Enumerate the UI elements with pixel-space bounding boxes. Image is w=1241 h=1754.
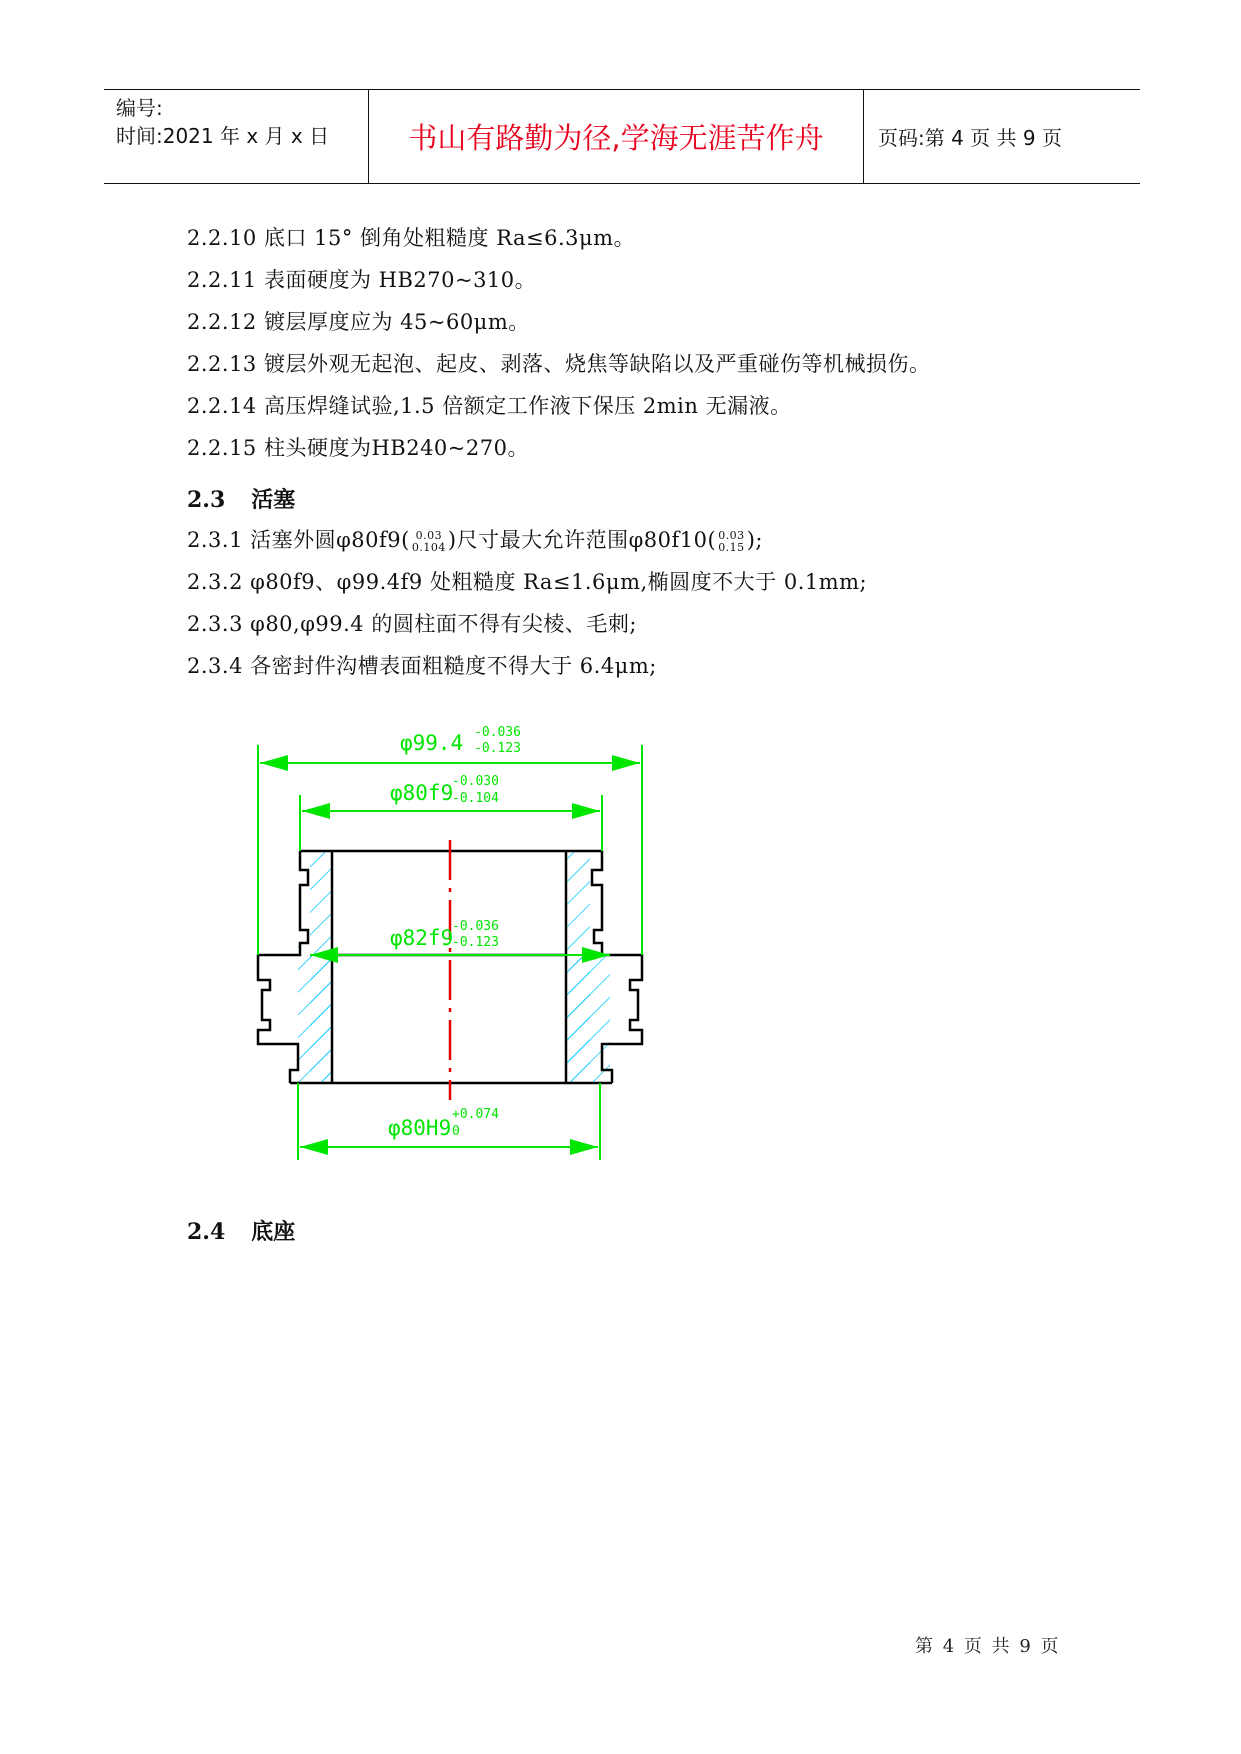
clause-2-3-1-prefix: 2.3.1 活塞外圆φ80f9( [187,528,410,552]
tolerance-80f9-top: 0.03 [415,528,443,542]
page-footer: 第 4 页 共 9 页 [915,1636,1061,1657]
header-page-label: 页码:第 4 页 共 9 页 [878,126,1062,150]
dim-outer-tol-top: -0.036 [474,725,521,740]
clause-2-2-14: 2.2.14 高压焊缝试验,1.5 倍额定工作液下保压 2min 无漏液。 [187,394,792,418]
section-2-3-number: 2.3 [187,487,226,513]
clause-2-2-12: 2.2.12 镀层厚度应为 45~60μm。 [187,310,530,334]
header-motto: 书山有路勤为径,学海无涯苦作舟 [368,90,864,183]
dim-82f9-label: φ82f9 [390,926,454,950]
dim-80f9-tol-bottom: -0.104 [452,791,499,806]
dim-outer-tol-bottom: -0.123 [474,741,521,756]
tolerance-80f10-bottom: 0.15 [718,540,745,554]
dim-80h9-tol-top: +0.074 [452,1107,499,1122]
right-skirt-hatch [566,955,610,1083]
clause-2-3-4: 2.3.4 各密封件沟槽表面粗糙度不得大于 6.4μm; [187,654,657,678]
tolerance-80f10-top: 0.03 [718,528,745,542]
clause-2-3-2: 2.3.2 φ80f9、φ99.4f9 处粗糙度 Ra≤1.6μm,椭圆度不大于 0.1mm; [187,570,868,594]
clause-2-3-3: 2.3.3 φ80,φ99.4 的圆柱面不得有尖棱、毛刺; [187,612,637,636]
clause-2-2-11: 2.2.11 表面硬度为 HB270~310。 [187,268,537,292]
clause-2-3-1-suffix: ); [746,528,763,552]
dim-80f9-label: φ80f9 [390,781,454,805]
dim-80f9-tol-top: -0.030 [452,774,499,789]
left-skirt-hatch [298,955,332,1083]
clause-2-2-10: 2.2.10 底口 15° 倒角处粗糙度 Ra≤6.3μm。 [187,226,636,250]
clause-2-2-13: 2.2.13 镀层外观无起泡、起皮、剥落、烧焦等缺陷以及严重碰伤等机械损伤。 [187,352,931,376]
tolerance-80f9-bottom: 0.104 [411,540,446,554]
section-2-4-heading [187,1215,295,1246]
section-2-4-number: 2.4 [187,1219,226,1245]
document-number-label: 编号: [116,96,163,120]
clause-2-3-1-middle: )尺寸最大允许范围φ80f10( [447,528,717,552]
dim-outer-label: φ99.4 [400,731,464,755]
clause-2-2-15: 2.2.15 柱头硬度为HB240~270。 [187,436,529,460]
dim-80h9-label: φ80H9 [388,1116,452,1140]
dim-80h9-tol-bottom: 0 [452,1124,460,1139]
dim-82f9-tol-top: -0.036 [452,919,499,934]
section-2-4-title: 底座 [251,1219,296,1245]
document-time-label: 时间:2021 年 x 月 x 日 [116,124,330,148]
section-2-3-title: 活塞 [251,487,296,513]
dim-82f9-tol-bottom: -0.123 [452,935,499,950]
